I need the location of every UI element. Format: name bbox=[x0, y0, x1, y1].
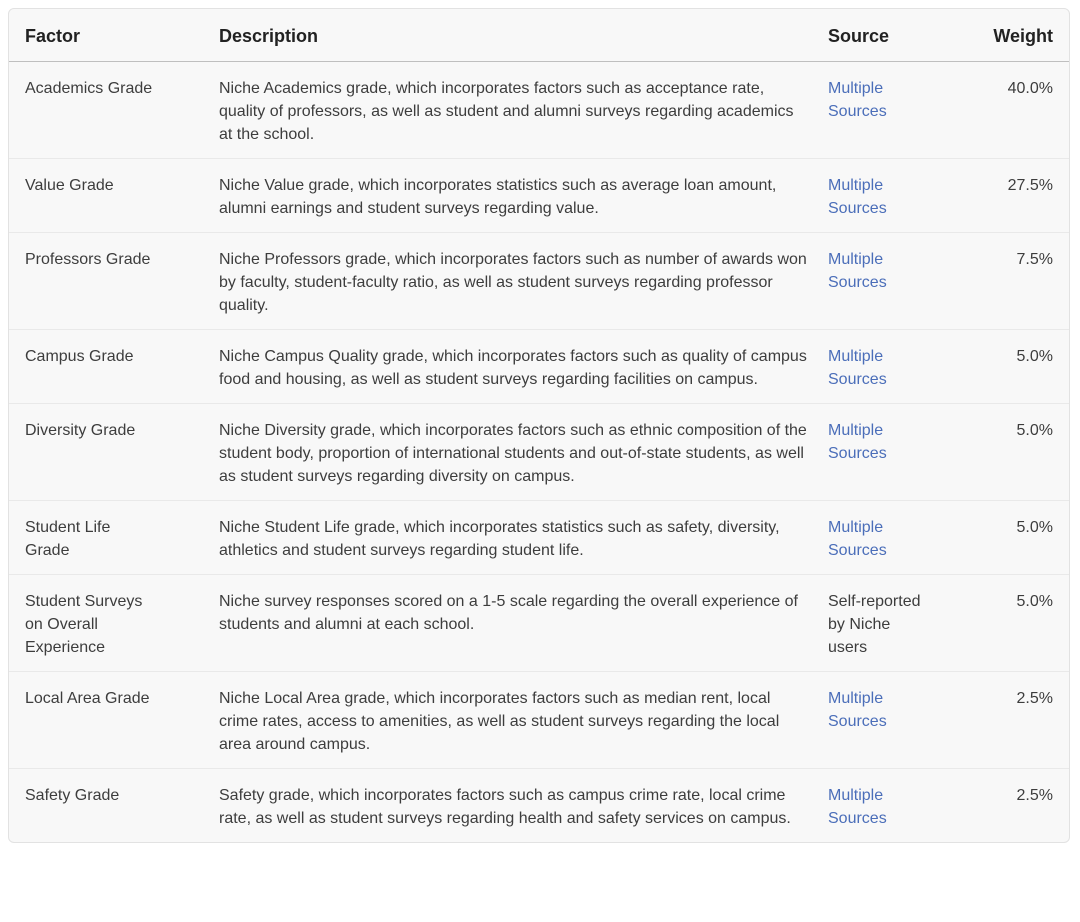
source-link[interactable]: Multiple Sources bbox=[828, 177, 887, 217]
weight-cell: 5.0% bbox=[963, 501, 1069, 575]
ranking-factors-table bbox=[9, 9, 1069, 842]
source-cell bbox=[828, 769, 963, 843]
table-row bbox=[9, 159, 1069, 233]
source-link[interactable]: Multiple Sources bbox=[828, 690, 887, 730]
table-row bbox=[9, 330, 1069, 404]
weight-cell: 7.5% bbox=[963, 233, 1069, 330]
description-cell: Niche Student Life grade, which incorporates statistics such as safety, diversity, athletics and student surveys regarding student life. bbox=[219, 501, 828, 575]
weight-cell: 2.5% bbox=[963, 769, 1069, 843]
factor-cell: Campus Grade bbox=[9, 330, 219, 404]
ranking-factors-card bbox=[8, 8, 1070, 843]
description-cell: Niche Academics grade, which incorporates factors such as acceptance rate, quality of professors, as well as student and alumni surveys regarding academics at the school. bbox=[219, 80, 794, 143]
description-cell: Niche Campus Quality grade, which incorporates factors such as quality of campus food and housing, as well as student surveys regarding facilities on campus. bbox=[219, 330, 828, 404]
source-link[interactable]: Multiple Sources bbox=[828, 251, 887, 291]
column-header-factor: Factor bbox=[9, 9, 219, 62]
source-link[interactable]: Multiple Sources bbox=[828, 348, 887, 388]
factor-cell: Academics Grade bbox=[25, 80, 153, 97]
weight-cell: 40.0% bbox=[1007, 80, 1053, 97]
table-row bbox=[9, 769, 1069, 843]
column-header-source: Source bbox=[828, 9, 963, 62]
weight-cell: 27.5% bbox=[963, 159, 1069, 233]
factor-cell: Professors Grade bbox=[9, 233, 219, 330]
description-cell: Niche Diversity grade, which incorporates factors such as ethnic composition of the student body, proportion of international students and out-of-state students, as well as student surveys regarding diversity on campus. bbox=[219, 404, 828, 501]
source-cell bbox=[828, 159, 963, 233]
weight-cell: 5.0% bbox=[963, 404, 1069, 501]
source-link[interactable]: Multiple Sources bbox=[828, 80, 887, 120]
column-header-weight: Weight bbox=[963, 9, 1069, 62]
source-cell bbox=[828, 672, 963, 769]
table-row bbox=[9, 575, 1069, 672]
table-row bbox=[9, 501, 1069, 575]
source-link[interactable]: Multiple Sources bbox=[828, 787, 887, 827]
factor-cell: Diversity Grade bbox=[9, 404, 219, 501]
table-row bbox=[9, 233, 1069, 330]
table-header bbox=[9, 9, 1069, 62]
weight-cell: 2.5% bbox=[963, 672, 1069, 769]
source-link[interactable]: Multiple Sources bbox=[828, 519, 887, 559]
factor-cell: Safety Grade bbox=[9, 769, 219, 843]
source-cell: Self-reported by Niche users bbox=[828, 575, 963, 672]
source-cell bbox=[828, 62, 963, 159]
source-cell bbox=[828, 501, 963, 575]
factor-cell: Student Life Grade bbox=[9, 501, 219, 575]
source-cell bbox=[828, 404, 963, 501]
description-cell: Safety grade, which incorporates factors such as campus crime rate, local crime rate, as well as student surveys regarding health and safety services on campus. bbox=[219, 769, 828, 843]
description-cell: Niche survey responses scored on a 1-5 scale regarding the overall experience of students and alumni at each school. bbox=[219, 575, 828, 672]
description-cell: Niche Value grade, which incorporates statistics such as average loan amount, alumni earnings and student surveys regarding value. bbox=[219, 159, 828, 233]
table-row bbox=[9, 404, 1069, 501]
source-cell bbox=[828, 233, 963, 330]
description-cell: Niche Professors grade, which incorporates factors such as number of awards won by faculty, student-faculty ratio, as well as student surveys regarding professor quality. bbox=[219, 233, 828, 330]
factor-cell: Local Area Grade bbox=[9, 672, 219, 769]
source-cell bbox=[828, 330, 963, 404]
table-row bbox=[9, 62, 1069, 159]
source-link[interactable]: Multiple Sources bbox=[828, 422, 887, 462]
weight-cell: 5.0% bbox=[963, 575, 1069, 672]
column-header-description: Description bbox=[219, 9, 828, 62]
description-cell: Niche Local Area grade, which incorporates factors such as median rent, local crime rates, access to amenities, as well as student surveys regarding the local area around campus. bbox=[219, 672, 828, 769]
table-body bbox=[9, 62, 1069, 843]
factor-cell: Value Grade bbox=[9, 159, 219, 233]
factor-cell: Student Surveys on Overall Experience bbox=[9, 575, 219, 672]
weight-cell: 5.0% bbox=[963, 330, 1069, 404]
table-row bbox=[9, 672, 1069, 769]
